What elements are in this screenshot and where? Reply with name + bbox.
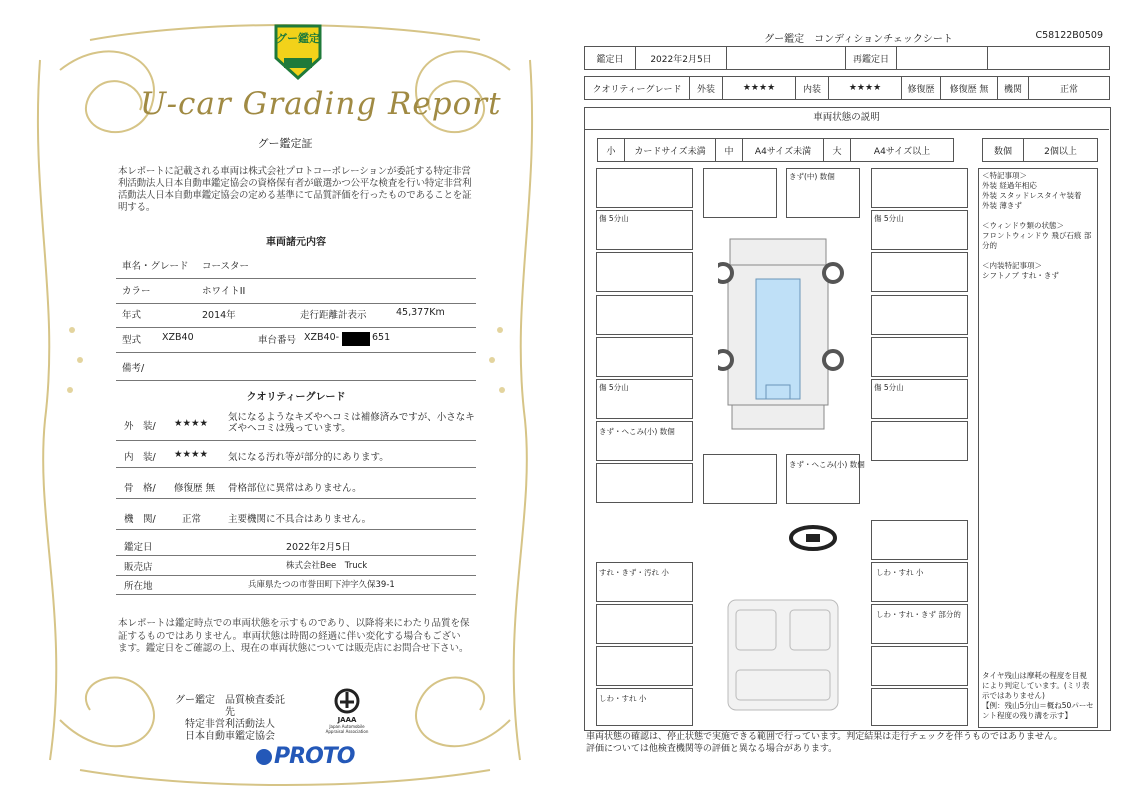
callout-box-r3 [871,295,968,335]
mileage-value: 45,377Km [396,307,445,318]
spec-row-model [116,332,476,353]
jaaa-emblem-icon [334,688,360,714]
sheet-date-value: 2022年2月5日 [636,47,727,70]
signature-block [175,695,285,743]
callout-box-r2 [871,252,968,292]
size-medium: 中 [716,139,743,162]
signature-line-1: グー鑑定 品質検査委託先 [175,695,285,718]
repair-value: 修復歴 無 [941,77,998,100]
note-1: 外装 経過年相応 [982,181,1037,190]
sheet-footer [586,732,1063,755]
signature-line-2: 特定非営利活動法人 [185,719,275,730]
badge-text: グー鑑定 [276,32,320,45]
jaaa-logo [322,688,372,740]
frame-label: 骨 格/ [124,483,156,494]
callout-box-il3 [596,688,693,726]
spec-heading: 車両諸元内容 [266,237,326,248]
engine-grade: 正常 [182,514,202,525]
count-label: 数個 [983,139,1024,162]
ext-label: 外装 [690,77,723,100]
year-label: 年式 [122,310,142,321]
callout-box-b0 [703,454,777,504]
notes-label: 備考/ [122,363,145,374]
sheet-title: グー鑑定 コンディションチェックシート [764,34,953,45]
address-label: 所在地 [124,581,153,592]
interior-desc: 気になる汚れ等が部分的にあります。 [228,452,389,463]
chassis-label: 車台番号 [258,335,297,346]
model-label: 型式 [122,335,142,346]
size-large-desc: A4サイズ以上 [851,139,954,162]
notes-heading-1: ＜特記事項＞ [982,171,1027,180]
name-value: コースター [202,261,250,272]
tire-note-1: タイヤ残山は摩耗の程度を目視により判定しています。(ミリ表示ではありません) [982,671,1090,700]
quality-row-exterior [116,410,476,441]
notes-heading-3: ＜内装特記事項＞ [982,261,1042,270]
quality-row-frame [116,476,476,499]
engine-desc: 主要機関に不具合はありません。 [228,514,372,525]
callout-right2: 傷 5分山 [874,383,904,392]
jaaa-text: JAAA [337,716,357,724]
int-label: 内装 [796,77,829,100]
callout-box-l4 [596,337,693,377]
vehicle-exterior-diagram [718,225,858,440]
callout-bottom-center: きず・へこみ(小) 数個 [789,460,865,469]
callout-box-ir0 [871,520,968,560]
proto-logo [256,744,354,769]
interior-label: 内 装/ [124,452,156,463]
address-row [116,576,476,595]
callout-left1: 傷 5分山 [599,214,629,223]
count-value: 2個以上 [1024,139,1098,162]
size-large: 大 [824,139,851,162]
callout-int-right2: しわ・すれ・きず 部分的 [876,610,961,619]
callout-box-r5 [871,379,968,419]
repair-label: 修復歴 [902,77,941,100]
sheet-date-label: 鑑定日 [585,47,636,70]
date-value: 2022年2月5日 [286,542,351,553]
count-legend [982,138,1098,162]
callout-box-l5 [596,379,693,419]
callout-box-b1 [786,454,865,504]
sheet-redate-value [897,47,988,70]
callout-box-il1 [596,604,693,644]
quality-row-engine [116,507,476,530]
int-value: ★★★★ [829,77,902,100]
size-small-desc: カードサイズ未満 [625,139,716,162]
note-4: フロントウィンドウ 飛び石痕 部分的 [982,231,1092,250]
callout-box-t1 [786,168,860,218]
sheet-code: C58122B0509 [1035,30,1103,41]
callout-box-l6 [596,421,693,461]
engine-label: 機 関/ [124,514,156,525]
frame-grade: 修復歴 無 [174,483,216,494]
callout-top-center: きず(中) 数個 [789,172,835,181]
color-value: ホワイトII [202,286,246,297]
spec-row-year [116,307,476,328]
callout-box-ir4 [871,688,968,726]
callout-box-l2 [596,252,693,292]
name-label: 車名・グレード [122,261,189,272]
vehicle-interior-diagram [718,580,848,720]
tire-note-2: 【例：残山5分山＝概ね50パーセント程度の残り溝を示す】 [982,701,1094,720]
quality-row-interior [116,445,476,468]
callout-box-l0 [596,168,693,208]
callout-box-l3 [596,295,693,335]
spec-row-name [116,258,476,279]
notes-heading-2: ＜ウィンドウ類の状態＞ [982,221,1065,230]
chassis-redaction [342,332,370,346]
model-value: XZB40 [162,332,194,343]
closing-statement: 本レポートは鑑定時点での車両状態を示すものであり、以降将来にわたり品質を保証するものではありません。車両状態は時間の経過に伴い変化する場合もございます。鑑定日をご確認の上、現在の車両状態については販売店にお問合せ下さい。 [118,618,470,654]
mileage-label: 走行距離計表示 [300,310,367,321]
dealer-value: 株式会社Bee Truck [286,561,368,571]
size-medium-desc: A4サイズ未満 [743,139,824,162]
callout-box-il2 [596,646,693,686]
interior-grade: ★★★★ [174,449,209,460]
footer-line-2: 評価については他検査機関等の評価と異なる場合があります。 [586,743,838,754]
proto-mark-icon [256,749,272,765]
certificate-subtitle: グー鑑定証 [257,137,313,150]
certificate-intro: 本レポートに記載される車両は株式会社プロトコーポレーションが委託する特定非営利活動法人日本自動車鑑定協会の資格保有者が厳選かつ公平な検査を行い特定非営利活動法人日本自動車鑑定協会の定める基準にて品質評価を行ったものであることを証明する。 [118,166,472,213]
callout-box-l1 [596,210,693,250]
callout-box-r1 [871,210,968,250]
callout-int-right1: しわ・すれ 小 [876,568,924,577]
engine-label: 機関 [998,77,1029,100]
note-2: 外装 スタッドレスタイヤ装着 [982,191,1082,200]
sheet-redate-label: 再鑑定日 [846,47,897,70]
callout-box-ir3 [871,646,968,686]
report-title: U-car Grading Report [140,86,502,122]
callout-box-ir1 [871,562,968,602]
date-table [584,46,1110,70]
exterior-desc: 気になるようなキズやヘコミは補修済みですが、小さなキズやヘコミは残っています。 [228,412,475,434]
callout-box-t0 [703,168,777,218]
callout-box-r6 [871,421,968,461]
callout-left2: 傷 5分山 [599,383,629,392]
callout-box-il0 [596,562,693,602]
chassis-prefix: XZB40- [304,332,340,343]
jaaa-subtext: Japan Automobile Appraisal Association [325,724,369,734]
condition-check-sheet [578,0,1139,800]
special-notes [978,168,1098,728]
size-legend [597,138,954,162]
grade-table [584,76,1110,100]
appraisal-date-row [116,537,476,556]
date-label: 鑑定日 [124,542,153,553]
spec-row-notes [116,356,476,381]
proto-logo-text: PROTO [274,744,355,769]
size-small: 小 [598,139,625,162]
signature-line-3: 日本自動車鑑定協会 [185,731,275,742]
spec-row-color [116,283,476,304]
callout-box-r0 [871,168,968,208]
callout-int-left1: すれ・きず・汚れ 小 [599,568,669,577]
note-5: シフトノブ すれ・きず [982,271,1059,280]
tire-note [982,671,1094,721]
engine-value: 正常 [1029,77,1110,100]
year-value: 2014年 [202,310,236,321]
steering-wheel-icon [788,524,838,552]
grade-label: クオリティーグレード [585,77,690,100]
dealer-row [116,557,476,576]
frame-desc: 骨格部位に異常はありません。 [228,483,362,494]
callout-left3: きず・へこみ(小) 数個 [599,427,675,436]
callout-box-ir2 [871,604,968,644]
callout-right1: 傷 5分山 [874,214,904,223]
quality-heading: クオリティーグレード [246,392,346,403]
address-value: 兵庫県たつの市誉田町下沖字久保39-1 [248,580,395,590]
color-label: カラー [122,286,151,297]
callout-box-l7 [596,463,693,503]
ext-value: ★★★★ [723,77,796,100]
callout-int-left2: しわ・すれ 小 [599,694,647,703]
note-3: 外装 薄きず [982,201,1022,210]
callout-box-r4 [871,337,968,377]
exterior-grade: ★★★★ [174,418,209,429]
footer-line-1: 車両状態の確認は、停止状態で実施できる範囲で行っています。判定結果は走行チェックを伴うものではありません。 [586,732,1063,742]
chassis-suffix: 651 [372,332,391,343]
section-title: 車両状態の説明 [584,107,1109,130]
exterior-label: 外 装/ [124,421,156,432]
dealer-label: 販売店 [124,562,153,573]
